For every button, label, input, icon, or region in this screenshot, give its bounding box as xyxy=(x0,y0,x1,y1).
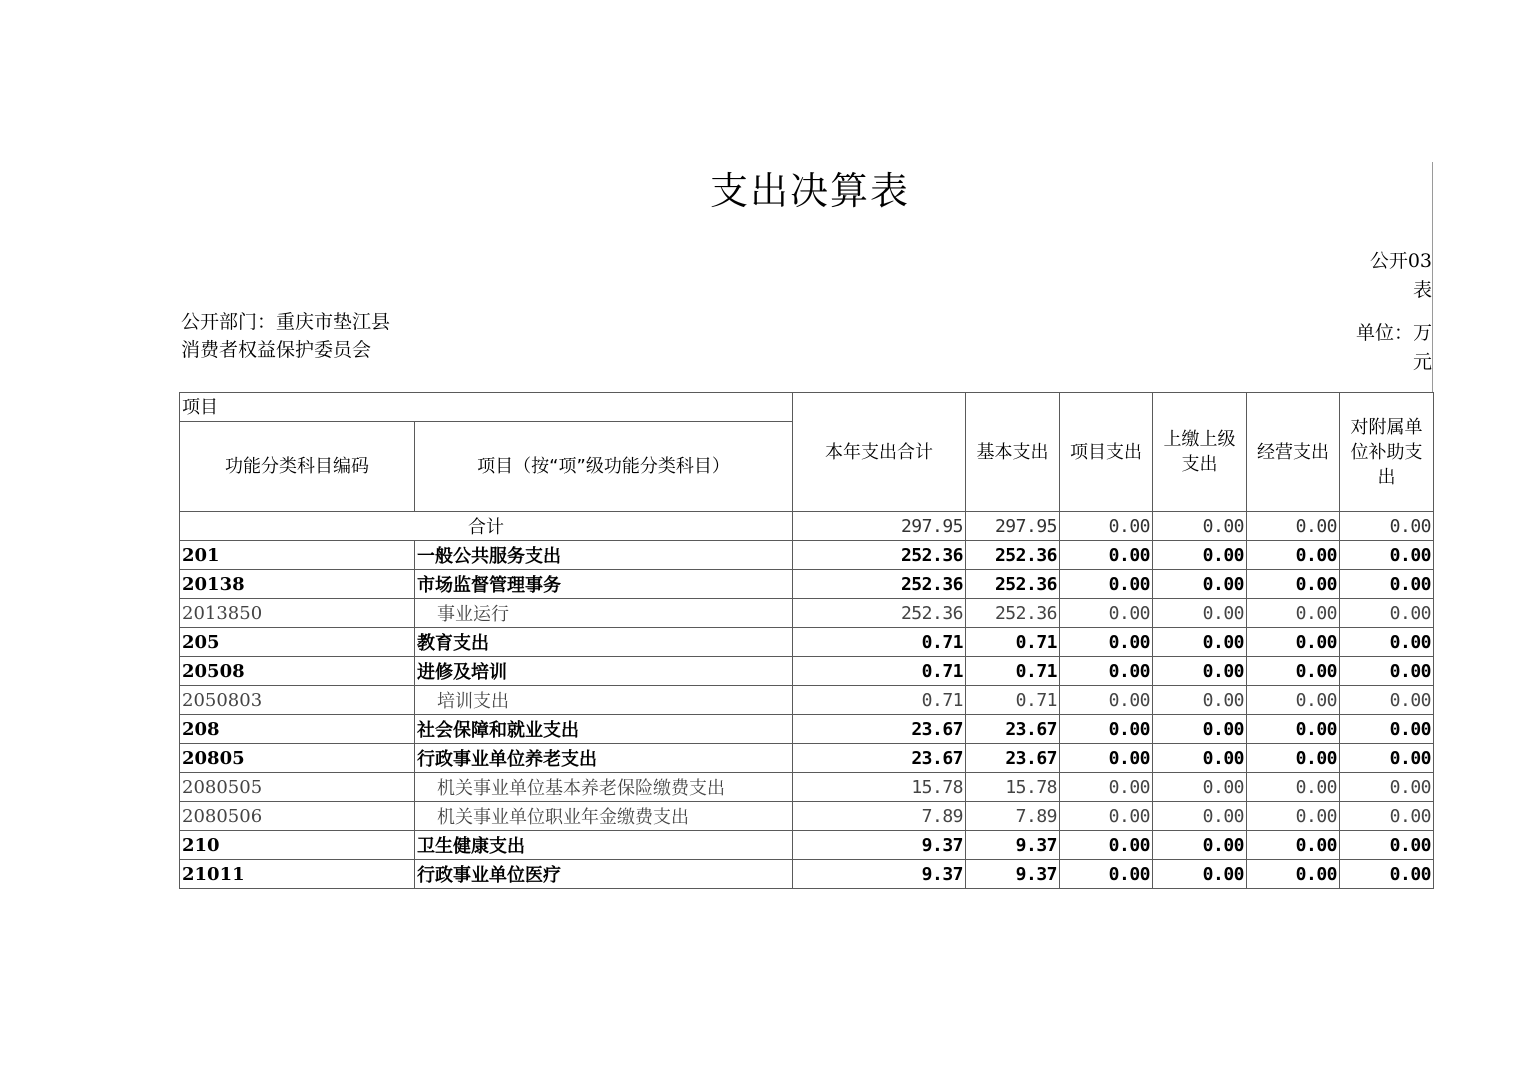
cell-name: 社会保障和就业支出 xyxy=(415,715,793,744)
cell-code: 2080505 xyxy=(180,773,415,802)
header-code: 功能分类科目编码 xyxy=(180,422,415,512)
total-row xyxy=(180,512,1434,541)
cell-project: 0.00 xyxy=(1060,831,1153,860)
cell-code: 20138 xyxy=(180,570,415,599)
cell-project: 0.00 xyxy=(1060,599,1153,628)
cell-business: 0.00 xyxy=(1247,802,1340,831)
cell-code: 208 xyxy=(180,715,415,744)
table-row xyxy=(180,773,1434,802)
right-border-line xyxy=(1432,162,1433,392)
cell-total: 23.67 xyxy=(793,744,966,773)
cell-code: 2050803 xyxy=(180,686,415,715)
cell-code: 20508 xyxy=(180,657,415,686)
table-row xyxy=(180,628,1434,657)
cell-total: 252.36 xyxy=(793,541,966,570)
header-total: 本年支出合计 xyxy=(793,393,966,512)
table-row xyxy=(180,715,1434,744)
cell-business: 0.00 xyxy=(1247,773,1340,802)
cell-business: 0.00 xyxy=(1247,831,1340,860)
header-item: 项目 xyxy=(180,393,793,422)
cell-business: 0.00 xyxy=(1247,628,1340,657)
table-row xyxy=(180,599,1434,628)
cell-subsidy: 0.00 xyxy=(1340,773,1434,802)
cell-name: 市场监督管理事务 xyxy=(415,570,793,599)
unit-label: 单位：万元 xyxy=(1355,322,1432,373)
cell-project: 0.00 xyxy=(1060,773,1153,802)
cell-project: 0.00 xyxy=(1060,570,1153,599)
cell-subsidy: 0.00 xyxy=(1340,831,1434,860)
cell-basic: 0.71 xyxy=(966,686,1060,715)
cell-name: 行政事业单位医疗 xyxy=(415,860,793,889)
header-business: 经营支出 xyxy=(1247,393,1340,512)
cell-project: 0.00 xyxy=(1060,860,1153,889)
cell-upper: 0.00 xyxy=(1153,570,1247,599)
cell-name: 进修及培训 xyxy=(415,657,793,686)
cell-total: 9.37 xyxy=(793,860,966,889)
cell-total: 9.37 xyxy=(793,831,966,860)
cell-upper: 0.00 xyxy=(1153,541,1247,570)
cell-business: 0.00 xyxy=(1247,657,1340,686)
header-name: 项目（按“项”级功能分类科目） xyxy=(415,422,793,512)
cell-project: 0.00 xyxy=(1060,657,1153,686)
table-row xyxy=(180,802,1434,831)
cell-name: 事业运行 xyxy=(415,599,793,628)
cell-upper: 0.00 xyxy=(1153,686,1247,715)
cell-upper: 0.00 xyxy=(1153,773,1247,802)
cell-upper: 0.00 xyxy=(1153,744,1247,773)
header-project: 项目支出 xyxy=(1060,393,1153,512)
cell-subsidy: 0.00 xyxy=(1340,599,1434,628)
cell-basic: 9.37 xyxy=(966,860,1060,889)
cell-project: 0.00 xyxy=(1060,541,1153,570)
total-upper: 0.00 xyxy=(1153,512,1247,541)
cell-basic: 15.78 xyxy=(966,773,1060,802)
cell-project: 0.00 xyxy=(1060,686,1153,715)
table-row xyxy=(180,657,1434,686)
table-row xyxy=(180,860,1434,889)
cell-code: 20805 xyxy=(180,744,415,773)
cell-subsidy: 0.00 xyxy=(1340,860,1434,889)
cell-upper: 0.00 xyxy=(1153,628,1247,657)
cell-upper: 0.00 xyxy=(1153,657,1247,686)
cell-project: 0.00 xyxy=(1060,715,1153,744)
header-upper: 上缴上级支出 xyxy=(1153,393,1247,512)
cell-project: 0.00 xyxy=(1060,628,1153,657)
header-subsidy: 对附属单位补助支出 xyxy=(1340,393,1434,512)
cell-basic: 252.36 xyxy=(966,570,1060,599)
department-label: 公开部门：重庆市垫江县消费者权益保护委员会 xyxy=(181,311,391,361)
cell-basic: 0.71 xyxy=(966,628,1060,657)
form-number: 公开03表 xyxy=(1369,250,1432,301)
cell-code: 205 xyxy=(180,628,415,657)
cell-basic: 252.36 xyxy=(966,541,1060,570)
cell-name: 一般公共服务支出 xyxy=(415,541,793,570)
total-label: 合计 xyxy=(180,512,793,541)
cell-business: 0.00 xyxy=(1247,570,1340,599)
cell-basic: 0.71 xyxy=(966,657,1060,686)
cell-business: 0.00 xyxy=(1247,715,1340,744)
cell-code: 21011 xyxy=(180,860,415,889)
cell-name: 机关事业单位基本养老保险缴费支出 xyxy=(415,773,793,802)
cell-subsidy: 0.00 xyxy=(1340,802,1434,831)
page-title: 支出决算表 xyxy=(709,169,910,213)
cell-name: 行政事业单位养老支出 xyxy=(415,744,793,773)
cell-basic: 23.67 xyxy=(966,715,1060,744)
cell-project: 0.00 xyxy=(1060,802,1153,831)
cell-basic: 7.89 xyxy=(966,802,1060,831)
cell-basic: 9.37 xyxy=(966,831,1060,860)
total-subsidy: 0.00 xyxy=(1340,512,1434,541)
cell-project: 0.00 xyxy=(1060,744,1153,773)
cell-subsidy: 0.00 xyxy=(1340,686,1434,715)
cell-business: 0.00 xyxy=(1247,860,1340,889)
cell-business: 0.00 xyxy=(1247,541,1340,570)
cell-subsidy: 0.00 xyxy=(1340,570,1434,599)
cell-upper: 0.00 xyxy=(1153,860,1247,889)
total-amount: 297.95 xyxy=(793,512,966,541)
cell-total: 23.67 xyxy=(793,715,966,744)
cell-total: 0.71 xyxy=(793,686,966,715)
cell-total: 7.89 xyxy=(793,802,966,831)
cell-total: 252.36 xyxy=(793,599,966,628)
cell-business: 0.00 xyxy=(1247,744,1340,773)
total-business: 0.00 xyxy=(1247,512,1340,541)
cell-subsidy: 0.00 xyxy=(1340,657,1434,686)
table-row xyxy=(180,541,1434,570)
cell-total: 0.71 xyxy=(793,628,966,657)
expenditure-table xyxy=(179,392,1434,889)
cell-basic: 252.36 xyxy=(966,599,1060,628)
cell-total: 0.71 xyxy=(793,657,966,686)
table-row xyxy=(180,686,1434,715)
cell-total: 252.36 xyxy=(793,570,966,599)
cell-code: 201 xyxy=(180,541,415,570)
total-project: 0.00 xyxy=(1060,512,1153,541)
cell-subsidy: 0.00 xyxy=(1340,541,1434,570)
cell-upper: 0.00 xyxy=(1153,831,1247,860)
cell-code: 2080506 xyxy=(180,802,415,831)
cell-business: 0.00 xyxy=(1247,599,1340,628)
cell-upper: 0.00 xyxy=(1153,715,1247,744)
cell-subsidy: 0.00 xyxy=(1340,744,1434,773)
cell-subsidy: 0.00 xyxy=(1340,715,1434,744)
cell-total: 15.78 xyxy=(793,773,966,802)
cell-name: 机关事业单位职业年金缴费支出 xyxy=(415,802,793,831)
cell-upper: 0.00 xyxy=(1153,802,1247,831)
cell-name: 卫生健康支出 xyxy=(415,831,793,860)
total-basic: 297.95 xyxy=(966,512,1060,541)
table-row xyxy=(180,744,1434,773)
cell-subsidy: 0.00 xyxy=(1340,628,1434,657)
cell-name: 培训支出 xyxy=(415,686,793,715)
cell-code: 210 xyxy=(180,831,415,860)
table-row xyxy=(180,570,1434,599)
cell-code: 2013850 xyxy=(180,599,415,628)
header-basic: 基本支出 xyxy=(966,393,1060,512)
table-row xyxy=(180,831,1434,860)
cell-business: 0.00 xyxy=(1247,686,1340,715)
cell-basic: 23.67 xyxy=(966,744,1060,773)
cell-upper: 0.00 xyxy=(1153,599,1247,628)
cell-name: 教育支出 xyxy=(415,628,793,657)
